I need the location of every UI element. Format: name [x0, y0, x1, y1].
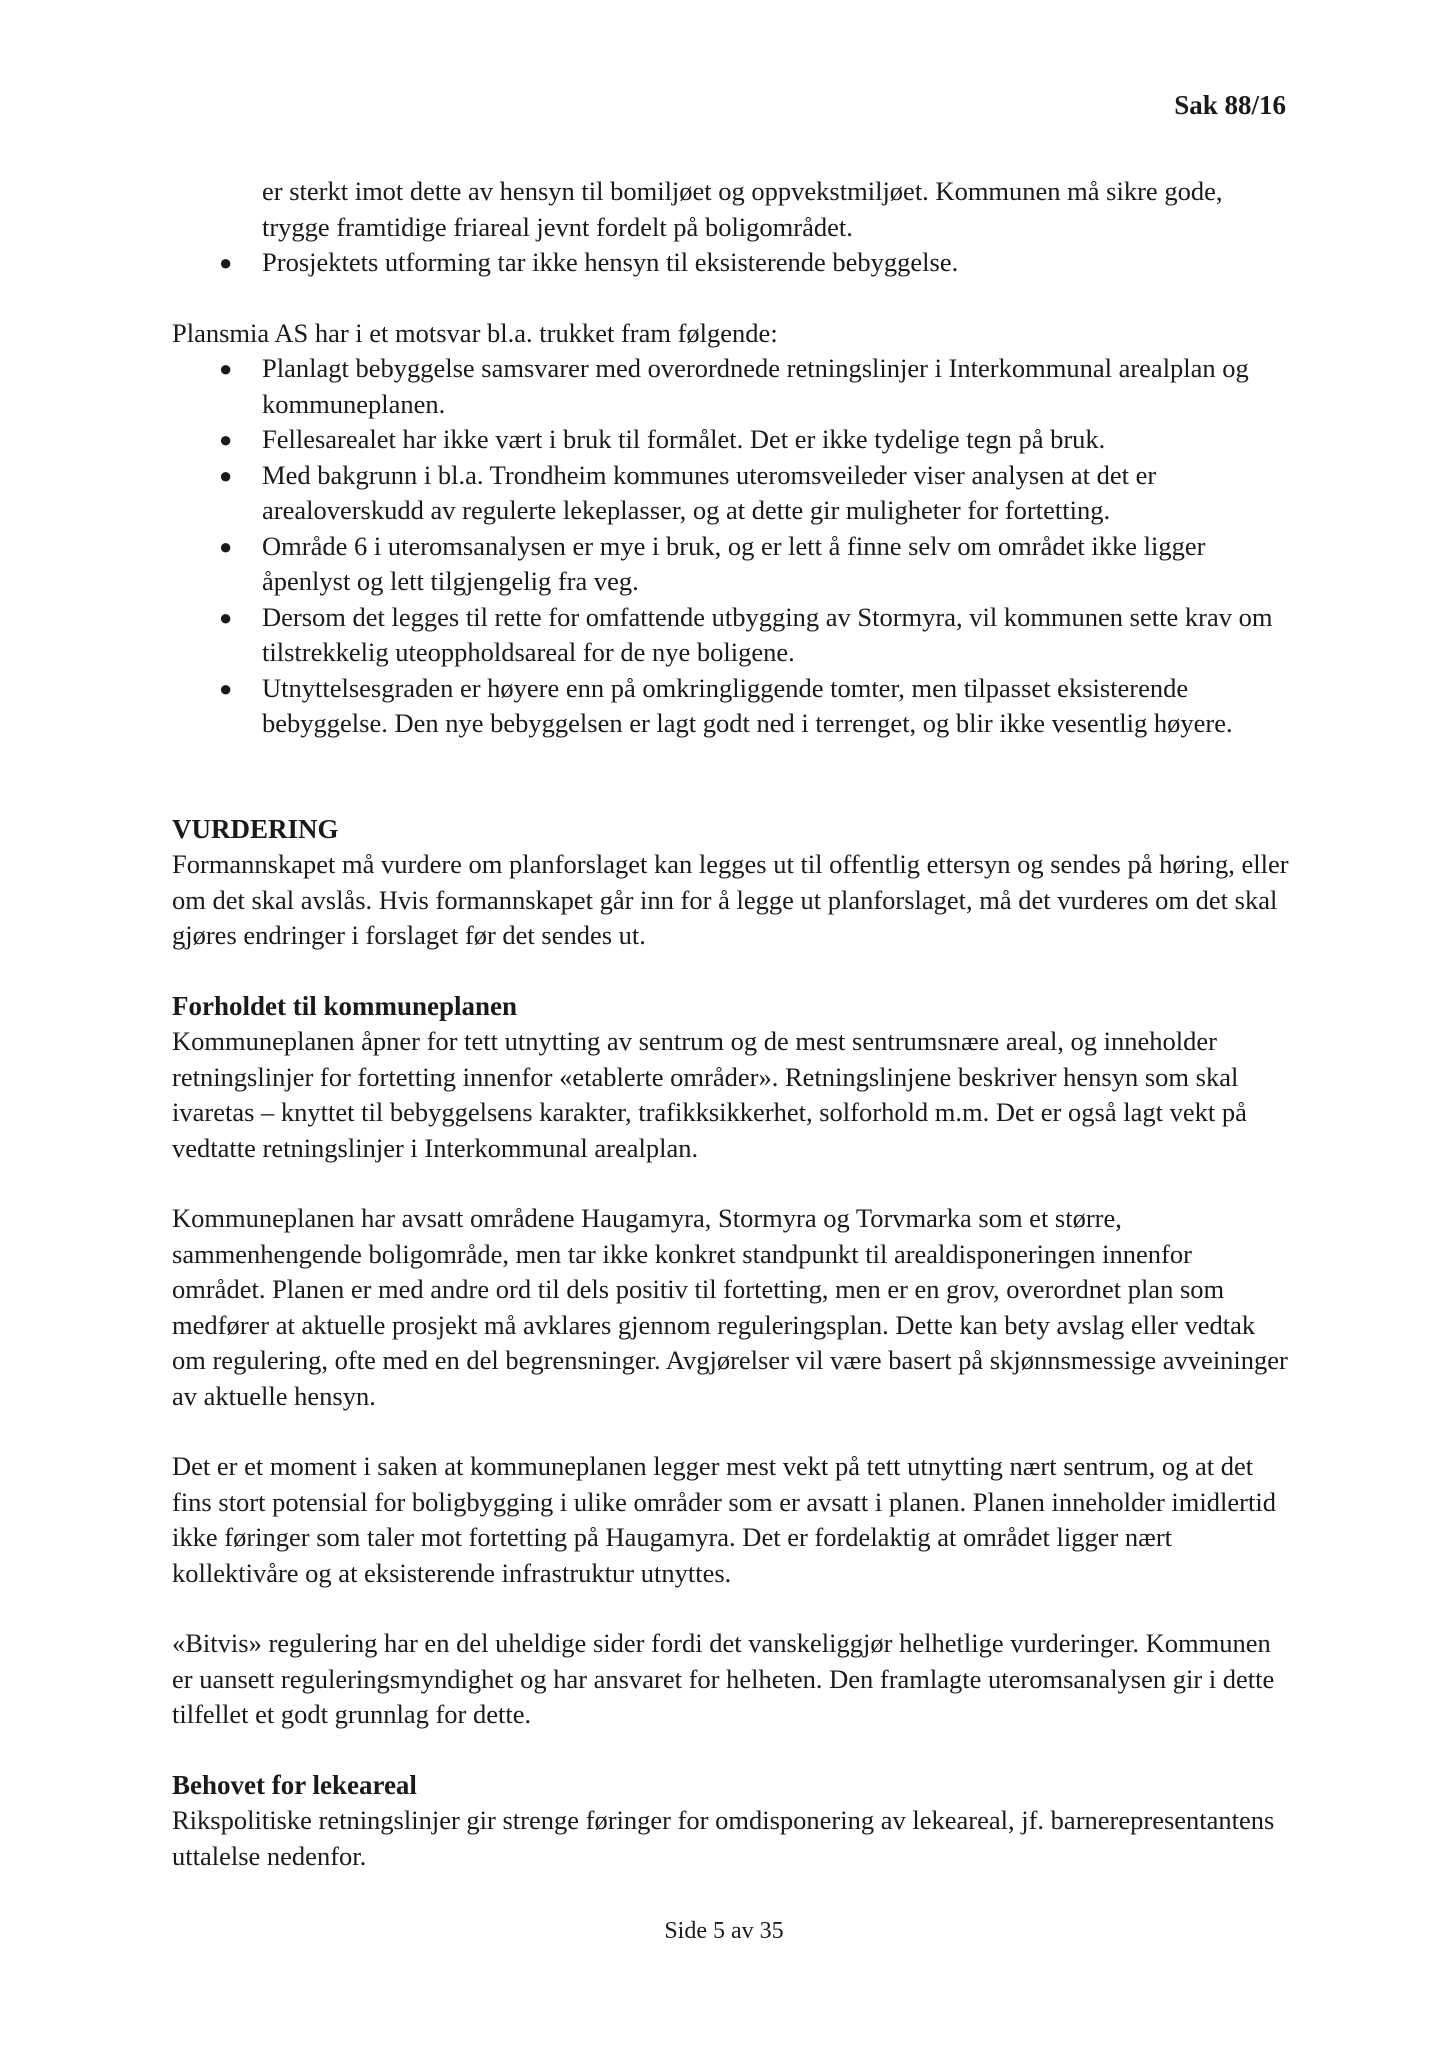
list-item: ● Fellesarealet har ikke vært i bruk til formålet. Det er ikke tydelige tegn på bruk. [172, 422, 1292, 458]
paragraph: Kommuneplanen åpner for tett utnytting av sentrum og de mest sentrumsnære areal, og inneholder retningslinjer for fortetting innenfor «etablerte områder». Retningslinjene beskriver hensyn som skal ivaretas – knyttet til bebyggelsens karakter, trafikksikkerhet, solforhold m.m. Det er også lagt vekt på vedtatte retningslinjer i Interkommunal arealplan. [172, 1026, 1247, 1163]
objection-list [172, 245, 1292, 281]
bullet-icon: ● [219, 427, 233, 452]
bullet-icon: ● [219, 356, 233, 381]
bullet-icon: ● [219, 533, 233, 559]
bullet-icon: ● [219, 250, 233, 275]
list-item: ● Planlagt bebyggelse samsvarer med overordnede retningslinjer i Interkommunal arealplan og kommuneplanen. [219, 353, 1249, 419]
paragraph: Kommuneplanen har avsatt områdene Haugamyra, Stormyra og Torvmarka som et større, sammenhengende boligområde, men tar ikke konkret standpunkt til arealdisponeringen innenfor området. Planen er med andre ord til dels positiv til fortetting, men er en grov, overordnet plan som medfører at aktuelle prosjekt må avklares gjennom reguleringsplan. Dette kan bety avslag eller vedtak om regulering, ofte med en del begrensninger. Avgjørelser vil være basert på skjønnsmessige avveininger av aktuelle hensyn. [172, 1203, 1288, 1411]
paragraph: Det er et moment i saken at kommuneplanen legger mest vekt på tett utnytting nært sentrum, og at det fins stort potensial for boligbygging i ulike områder som er avsatt i planen. Planen inneholder imidlertid ikke føringer som taler mot fortetting på Haugamyra. Det er fordelaktig at området ligger nært kollektivåre og at eksisterende infrastruktur utnyttes. [172, 1451, 1276, 1588]
list-item: ● Dersom det legges til rette for omfattende utbygging av Stormyra, vil kommunen sette krav om tilstrekkelig uteoppholdsareal for de nye boligene. [219, 601, 1273, 667]
bullet-icon: ● [219, 675, 233, 701]
lekeareal-text: Rikspolitiske retningslinjer gir strenge føringer for omdisponering av lekeareal, jf. barnerepresentantens uttalelse nedenfor. [172, 1805, 1275, 1871]
response-intro: Plansmia AS har i et motsvar bl.a. trukket fram følgende: [172, 317, 778, 348]
bullet-icon: ● [219, 462, 233, 488]
section-heading-lekeareal: Behovet for lekeareal [172, 1769, 417, 1800]
bullet-icon: ● [219, 604, 233, 630]
list-item: ● Område 6 i uteromsanalysen er mye i bruk, og er lett å finne selv om området ikke ligger åpenlyst og lett tilgjengelig fra veg. [219, 530, 1206, 596]
page-content [172, 174, 1292, 1874]
list-item: ● Prosjektets utforming tar ikke hensyn til eksisterende bebyggelse. [172, 245, 1292, 281]
section-heading-kommuneplan: Forholdet til kommuneplanen [172, 990, 518, 1021]
response-list [172, 351, 1292, 742]
section-heading-vurdering: VURDERING [172, 813, 339, 844]
paragraph: «Bitvis» regulering har en del uheldige sider fordi det vanskeliggjør helhetlige vurderinger. Kommunen er uansett reguleringsmyndighet og har ansvaret for helheten. Den framlagte uteromsanalysen gir i dette tilfellet et godt grunnlag for dette. [172, 1628, 1275, 1729]
vurdering-text: Formannskapet må vurdere om planforslaget kan legges ut til offentlig ettersyn og sendes på høring, eller om det skal avslås. Hvis formannskapet går inn for å legge ut planforslaget, må det vurderes om det skal gjøres endringer i forslaget før det sendes ut. [172, 849, 1289, 950]
case-number: Sak 88/16 [1174, 90, 1286, 120]
list-item: ● Med bakgrunn i bl.a. Trondheim kommunes uteromsveileder viser analysen at det er arealoverskudd av regulerte lekeplasser, og at dette gir muligheter for fortetting. [219, 459, 1157, 525]
page-number: Side 5 av 35 [664, 1918, 784, 1944]
list-item: ● Utnyttelsesgraden er høyere enn på omkringliggende tomter, men tilpasset eksisterende bebyggelse. Den nye bebyggelsen er lagt godt ned i terrenget, og blir ikke vesentlig høyere. [219, 672, 1233, 738]
objection-continuation: er sterkt imot dette av hensyn til bomiljøet og oppvekstmiljøet. Kommunen må sikre gode, trygge framtidige friareal jevnt fordelt på boligområdet. [262, 176, 1223, 242]
